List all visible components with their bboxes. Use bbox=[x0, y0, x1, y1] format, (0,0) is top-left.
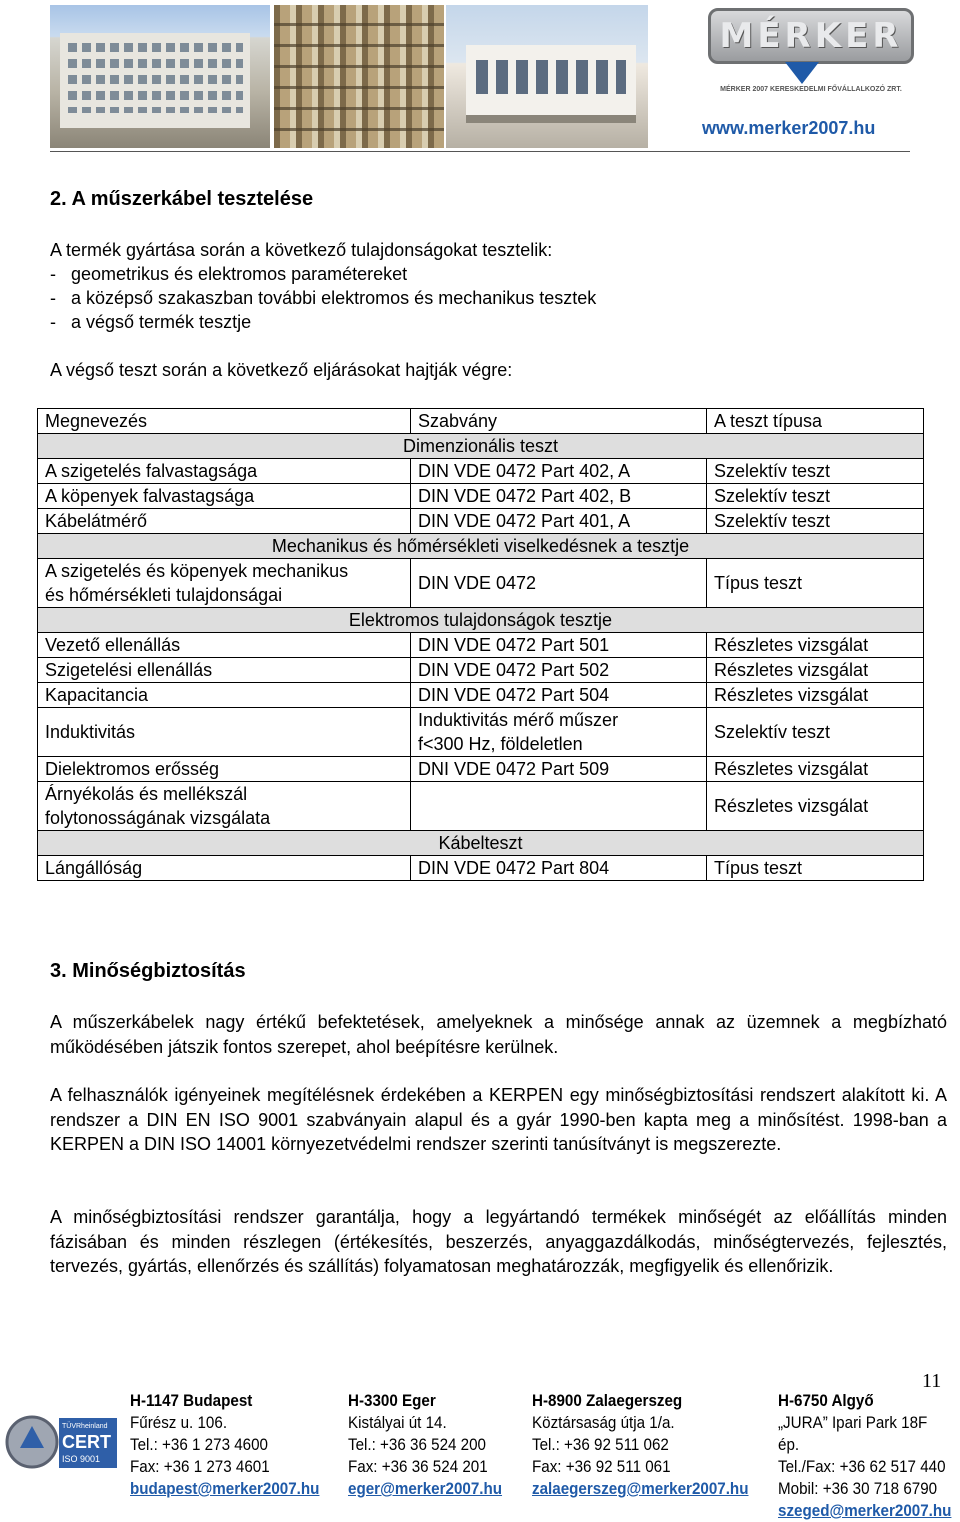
table-row bbox=[38, 757, 924, 782]
footer-office-algyo bbox=[778, 1390, 951, 1522]
cell-line: folytonosságának vizsgálata bbox=[45, 808, 271, 828]
cell: Típus teszt bbox=[707, 856, 924, 881]
table-row bbox=[38, 856, 924, 881]
cell: Szelektív teszt bbox=[707, 509, 924, 534]
cell: Típus teszt bbox=[707, 559, 924, 608]
cert-brand: TÜVRheinland bbox=[62, 1423, 108, 1430]
table-row bbox=[38, 559, 924, 608]
footer-fax: Fax: +36 36 524 201 bbox=[348, 1458, 488, 1476]
table-row bbox=[38, 509, 924, 534]
logo-triangle-icon bbox=[785, 62, 819, 84]
cell bbox=[38, 782, 411, 831]
cell: Szigetelési ellenállás bbox=[38, 658, 411, 683]
table-row bbox=[38, 633, 924, 658]
cell bbox=[38, 559, 411, 608]
cell: DIN VDE 0472 Part 402, B bbox=[411, 484, 707, 509]
table-header-row bbox=[38, 409, 924, 434]
footer-street: „JURA” Ipari Park 18F ép. bbox=[778, 1414, 928, 1454]
cell: DIN VDE 0472 Part 402, A bbox=[411, 459, 707, 484]
cell-line: Induktivitás mérő műszer bbox=[418, 710, 619, 730]
paragraph: A műszerkábelek nagy értékű befektetések, amelyeknek a minősége annak az üzemnek a megbízható működésében játszik fontos szerepet, ahol beépítésre kerülnek. bbox=[50, 1012, 947, 1057]
section-2-heading: 2. A műszerkábel tesztelése bbox=[50, 188, 314, 210]
header-name: Megnevezés bbox=[38, 409, 411, 434]
footer-office-zalaegerszeg bbox=[532, 1390, 748, 1500]
building-photo bbox=[50, 5, 270, 148]
footer-city: H-8900 Zalaegerszeg bbox=[532, 1392, 683, 1410]
cell: DNI VDE 0472 Part 509 bbox=[411, 757, 707, 782]
table-row bbox=[38, 782, 924, 831]
office-photo bbox=[446, 5, 648, 148]
cell: DIN VDE 0472 Part 502 bbox=[411, 658, 707, 683]
cell: Részletes vizsgálat bbox=[707, 782, 924, 831]
cell-line: A szigetelés és köpenyek mechanikus bbox=[45, 561, 349, 581]
cell: Részletes vizsgálat bbox=[707, 633, 924, 658]
table-row bbox=[38, 658, 924, 683]
list-item: - geometrikus és elektromos paramétereket bbox=[50, 264, 408, 284]
paragraph: A felhasználók igényeinek megítélésnek érdekében a KERPEN egy minőségbiztosítási rendszert alakított ki. A rendszer a DIN EN ISO 9001 szabványain alapul és a gyár 1990-ben kapta meg a minősítést. 1998-ban a KERPEN a DIN ISO 14001 környezetvédelmi rendszer szerinti tanúsítványt is megszerezte. bbox=[50, 1085, 947, 1154]
section-row-dimensional: Dimenzionális teszt bbox=[38, 434, 924, 459]
footer-email[interactable]: szeged@merker2007.hu bbox=[778, 1502, 952, 1520]
footer-email[interactable]: zalaegerszeg@merker2007.hu bbox=[532, 1480, 749, 1498]
cell: Részletes vizsgálat bbox=[707, 658, 924, 683]
footer-email[interactable]: budapest@merker2007.hu bbox=[130, 1480, 320, 1498]
cell: Vezető ellenállás bbox=[38, 633, 411, 658]
list-item: - a végső termék tesztje bbox=[50, 312, 252, 332]
cell: DIN VDE 0472 bbox=[411, 559, 707, 608]
cell: A köpenyek falvastagsága bbox=[38, 484, 411, 509]
header-standard: Szabvány bbox=[411, 409, 707, 434]
cell: Kapacitancia bbox=[38, 683, 411, 708]
footer-city: H-6750 Algyő bbox=[778, 1392, 874, 1410]
header-divider bbox=[50, 151, 910, 152]
section-row-electrical: Elektromos tulajdonságok tesztje bbox=[38, 608, 924, 633]
final-test-intro: A végső teszt során a következő eljárásokat hajtják végre: bbox=[50, 360, 513, 380]
cert-standard: ISO 9001 bbox=[62, 1454, 101, 1464]
cell: Kábelátmérő bbox=[38, 509, 411, 534]
table-row bbox=[38, 683, 924, 708]
cell: A szigetelés falvastagsága bbox=[38, 459, 411, 484]
list-item: - a középső szakaszban további elektromos és mechanikus tesztek bbox=[50, 288, 597, 308]
page-number: 11 bbox=[922, 1370, 942, 1392]
footer-fax: Fax: +36 92 511 061 bbox=[532, 1458, 671, 1476]
table-row bbox=[38, 459, 924, 484]
section-row-cable-test: Kábelteszt bbox=[38, 831, 924, 856]
cert-title: CERT bbox=[62, 1432, 111, 1452]
cell: DIN VDE 0472 Part 501 bbox=[411, 633, 707, 658]
section-2-intro: A termék gyártása során a következő tulajdonságokat tesztelik: bbox=[50, 240, 553, 260]
table-row bbox=[38, 708, 924, 757]
company-logo bbox=[708, 8, 914, 64]
footer-fax: Mobil: +36 30 718 6790 bbox=[778, 1480, 938, 1498]
cell: Szelektív teszt bbox=[707, 708, 924, 757]
cell-line: f<300 Hz, földeletlen bbox=[418, 734, 583, 754]
footer-phone: Tel.: +36 1 273 4600 bbox=[130, 1436, 268, 1454]
footer-city: H-3300 Eger bbox=[348, 1392, 436, 1410]
tuv-cert-logo bbox=[2, 1410, 120, 1474]
cell-line: és hőmérsékleti tulajdonságai bbox=[45, 585, 283, 605]
table-row bbox=[38, 484, 924, 509]
footer-street: Fűrész u. 106. bbox=[130, 1414, 228, 1432]
cell: Részletes vizsgálat bbox=[707, 683, 924, 708]
cell: DIN VDE 0472 Part 504 bbox=[411, 683, 707, 708]
cell: Lángállóság bbox=[38, 856, 411, 881]
warehouse-photo bbox=[274, 5, 444, 148]
cell: Dielektromos erősség bbox=[38, 757, 411, 782]
footer-city: H-1147 Budapest bbox=[130, 1392, 253, 1410]
website-link[interactable]: www.merker2007.hu bbox=[702, 118, 876, 138]
footer-office-budapest bbox=[130, 1390, 319, 1500]
tests-table bbox=[37, 408, 924, 881]
cell: Induktivitás bbox=[38, 708, 411, 757]
cell: Szelektív teszt bbox=[707, 459, 924, 484]
footer-phone: Tel.: +36 92 511 062 bbox=[532, 1436, 669, 1454]
footer-email[interactable]: eger@merker2007.hu bbox=[348, 1480, 503, 1498]
section-3-heading: 3. Minőségbiztosítás bbox=[50, 960, 246, 982]
cell: Részletes vizsgálat bbox=[707, 757, 924, 782]
header-test-type: A teszt típusa bbox=[707, 409, 924, 434]
cell: Szelektív teszt bbox=[707, 484, 924, 509]
footer-street: Köztársaság útja 1/a. bbox=[532, 1414, 675, 1432]
cell bbox=[411, 782, 707, 831]
logo-subtitle: MÉRKER 2007 KERESKEDELMI FŐVÁLLALKOZÓ ZRT. bbox=[720, 86, 902, 93]
cell-line: Árnyékolás és mellékszál bbox=[45, 784, 248, 804]
cell: DIN VDE 0472 Part 401, A bbox=[411, 509, 707, 534]
footer-fax: Fax: +36 1 273 4601 bbox=[130, 1458, 270, 1476]
footer-phone: Tel./Fax: +36 62 517 440 bbox=[778, 1458, 946, 1476]
section-row-mechanical: Mechanikus és hőmérsékleti viselkedésnek a tesztje bbox=[38, 534, 924, 559]
cell: DIN VDE 0472 Part 804 bbox=[411, 856, 707, 881]
footer-phone: Tel.: +36 36 524 200 bbox=[348, 1436, 486, 1454]
logo-text: MÉRKER bbox=[719, 16, 903, 56]
footer-street: Kistályai út 14. bbox=[348, 1414, 447, 1432]
cell bbox=[411, 708, 707, 757]
paragraph: A minőségbiztosítási rendszer garantálja, hogy a legyártandó termékek minőségét az előállítás minden fázisában és minden részlegen (értékesítés, beszerzés, anyaggazdálkodás, minőségtervezés, fejlesztés, tervezés, gyártás, ellenőrzés és szállítás) folyamatosan meghatározzák, megfigyelik és ellenőrizik. bbox=[50, 1207, 947, 1276]
footer-office-eger bbox=[348, 1390, 502, 1500]
